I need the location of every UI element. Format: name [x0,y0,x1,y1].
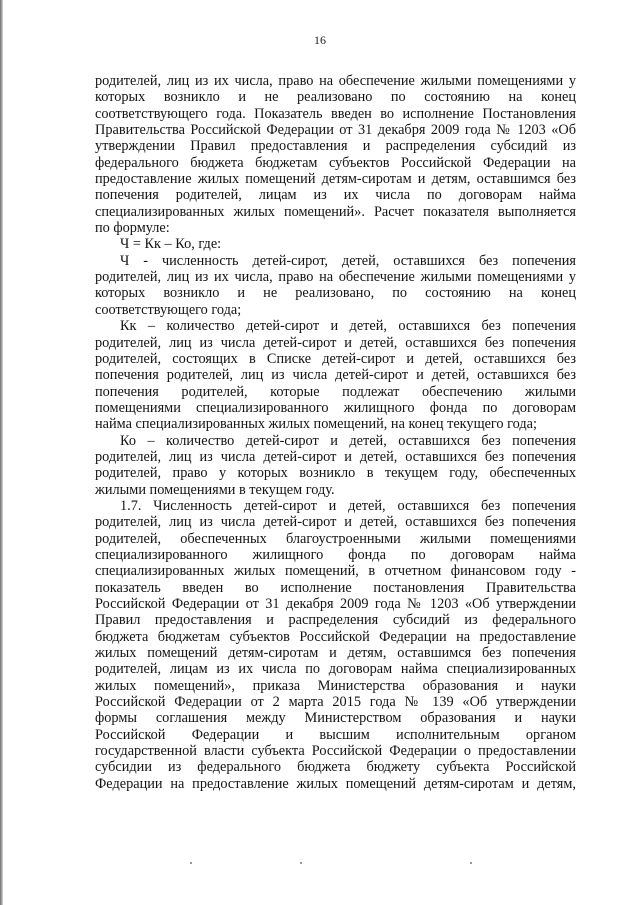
text-line: специализированных жилых помещений». Расчет показателя выполняется [95,203,576,220]
text-line: утверждении Правил предоставления и распределения субсидий из [95,138,576,155]
text-line: соответствующего года; [95,301,242,318]
text-line: найма специализированных жилых помещений, на конец текущего года; [95,416,537,433]
text-line: соответствующего года. Показатель введен во исполнение Постановления [95,105,576,122]
text-line: родителей, состоящих в Списке детей-сирот и детей, оставшихся без [95,350,576,367]
speck [300,862,302,864]
text-line: Ч = Кк – Ко, где: [120,236,222,253]
text-line: помещениями специализированного жилищного фонда по договорам [95,399,576,416]
text-line: 1.7. Численность детей-сирот и детей, оставшихся без попечения [120,497,576,514]
text-line: родителей, лиц из числа детей-сирот и детей, оставшихся без попечения [95,334,576,351]
text-line: жилыми помещениями в текущем году. [95,481,335,498]
text-line: Российской Федерации и высшим исполнительным органом [95,726,576,743]
text-line: родителей, лиц из числа детей-сирот и детей, оставшихся без попечения [95,448,576,465]
text-line: родителей, лиц из их числа, право на обеспечение жилыми помещениями у [95,73,576,89]
page-number: 16 [314,33,326,47]
text-line: показатель введен во исполнение постановления Правительства [95,579,576,596]
text-line: предоставление жилых помещений детям-сиротам и детям, оставшимся без [95,171,576,188]
scan-edge [0,0,3,905]
text-line: которых возникло и не реализовано по состоянию на конец [95,89,576,106]
text-line: попечения родителей, лиц из числа детей-сирот и детей, оставшихся без [95,367,576,384]
text-line: родителей, лиц из их числа, право на обеспечение жилыми помещениями у [95,269,576,286]
text-line: Российской Федерации от 2 марта 2015 года № 139 «Об утверждении [95,694,576,711]
text-line: специализированного жилищного фонда по договорам найма [95,546,576,563]
text-line: по формуле: [95,220,170,237]
text-line: попечения родителей, лицам из их числа по договорам найма [95,187,576,204]
text-line: которых возникло и не реализовано, по состоянию на конец [95,285,576,302]
text-line: Правительства Российской Федерации от 31 декабря 2009 года № 1203 «Об [95,122,576,139]
text-line: родителей, право у которых возникло в текущем году, обеспеченных [95,465,576,482]
speck [190,862,192,864]
speck [470,862,472,864]
scan-specks [0,862,640,866]
text-line: родителей, лицам из их числа по договорам найма специализированных [95,661,576,678]
text-line: бюджета бюджетам субъектов Российской Федерации на предоставление [95,628,576,645]
text-line: жилых помещений», приказа Министерства образования и науки [95,677,576,694]
text-line: попечения родителей, которые подлежат обеспечению жилыми [95,383,576,400]
text-line: Российской Федерации от 31 декабря 2009 года № 1203 «Об утверждении [95,596,576,612]
document-body [95,73,576,792]
text-line: субсидии из федерального бюджета бюджету субъекта Российской [95,759,576,776]
text-line: Правил предоставления и распределения субсидий из федерального [95,612,576,629]
text-line: Ко – количество детей-сирот и детей, оставшихся без попечения [120,432,576,449]
text-line: Ч - численность детей-сирот, детей, оставшихся без попечения [120,252,576,269]
text-line: Кк – количество детей-сирот и детей, оставшихся без попечения [120,318,576,335]
text-line: родителей, лиц из числа детей-сирот и детей, оставшихся без попечения [95,514,576,531]
text-line: жилых помещений детям-сиротам и детям, оставшимся без попечения [95,645,576,662]
text-line: Федерации на предоставление жилых помещений детям-сиротам и детям, [95,775,576,792]
text-line: родителей, обеспеченных благоустроенными жилыми помещениями [95,530,576,547]
text-line: формы соглашения между Министерством образования и науки [95,710,576,727]
text-line: государственной власти субъекта Российской Федерации о предоставлении [95,743,576,760]
text-line: федерального бюджета бюджетам субъектов Российской Федерации на [95,154,576,171]
text-line: специализированных жилых помещений, в отчетном финансовом году - [95,563,576,580]
